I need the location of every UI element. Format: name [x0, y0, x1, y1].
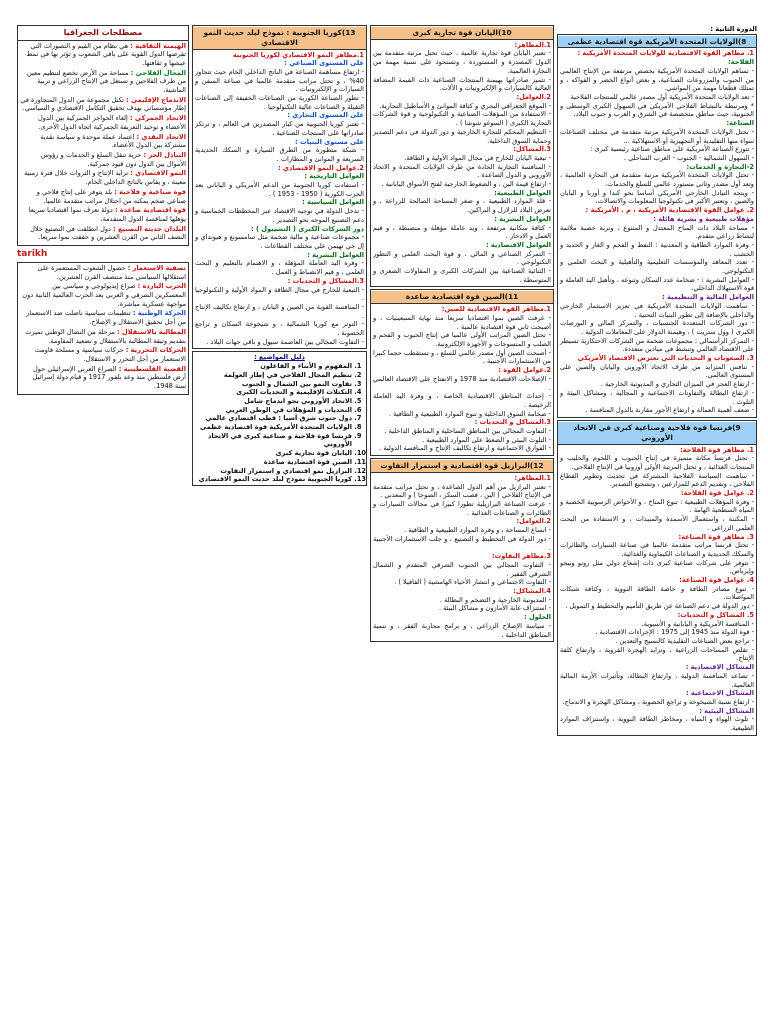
paragraph: - التفاوت المجالي بين العاصمة سيول و باقي جهات البلاد . — [206, 337, 364, 346]
subheading: 2. عوامل القوة الاقتصادية الأمريكية ، م . الأمريكية : — [585, 206, 754, 215]
list-item: 4. التكتلات الإقليمية و التحديات الكبرى — [195, 388, 352, 397]
paragraph: - التنظيم المحكم للتجارة الخارجية و دور الدولة في دعم التصدير وحماية السوق الداخلية. — [373, 127, 551, 145]
paragraph: - مساحة البلاد ذات المناخ المعتدل و المتنوع ، وتربة خصبة ملائمة لنشاط زراعي متقدم. — [560, 223, 754, 241]
paragraph: - شبكة متطورة من الطرق السيارة و السكك الحديدية السريعة و الموانئ و المطارات . — [195, 146, 364, 163]
paragraph: - إحداث المناطق الاقتصادية الخاصة ، و وفرة اليد العاملة الرخيصة . — [373, 392, 551, 409]
subheading: المشاكل الاقتصادية : — [685, 663, 754, 672]
subheading: المشاكل الاجتماعية : — [686, 689, 754, 698]
paragraph: - المكننة ، واستعمال الأسمدة والمبيدات ، و الاستفادة من البحث العلمي الزراعي . — [560, 515, 754, 532]
paragraph: - تحتل الولايات المتحدة الأمريكية مرتبة متقدمة في مختلف الصناعات سواء منها التقليدية أو التجهيزية أو الاستهلاكية ... — [560, 127, 754, 145]
subheading: 1.مظاهر القوة الاقتصادية للصين: — [441, 305, 551, 314]
subheading: 3.المشاكل و التحديات : — [287, 276, 364, 285]
subheading: 2.العوامل: — [516, 517, 551, 526]
section-korea — [192, 25, 367, 349]
paragraph: - الموقع الجغرافي البحري و كثافة الموانئ و الأساطيل التجارية. — [379, 101, 551, 110]
subheading: دور الشركات الكبرى ( التشيبول ) : — [251, 224, 364, 233]
paragraph: - التبعية للخارج في مجال الطاقة و المواد الأولية و التكنولوجيا . — [195, 285, 364, 303]
paragraph: - تنافس المتزايد من طرف الاتحاد الأوروبي واليابان والصين على المستوى العالمي. — [560, 362, 754, 380]
subheading: على المستوى الصناعي : — [284, 59, 364, 68]
paragraph: - تلوث الهواء و المياه ، ومخاطر الطاقة النووية ، واستنزاف الموارد الطبيعية. — [560, 715, 754, 733]
paragraph: - التوتر مع كوريا الشمالية ، و شيخوخة السكان و تراجع الخصوبة . — [195, 320, 364, 338]
paragraph: - مجموعات صناعية و مالية ضخمة مثل سامسونغ و هيونداي و إل جي تهيمن على مختلف القطاعات . — [195, 233, 364, 250]
paragraph: - ساهمت الولايات المتحدة الأمريكية في تعزيز الاستثمار الخارجي والداخلي بالإضافة إلى تطور البنيات التحتية . — [560, 301, 754, 319]
subheading: 3. الصعوبات و التحديات التي تعترض الاقتصاد الأمريكي — [577, 354, 754, 363]
paragraph: - سياسة الإصلاح الزراعي ، و برامج محاربة الفقر ، و تنمية المناطق الداخلية . — [373, 621, 551, 639]
paragraph: - التفاوت المجالي بين الجنوب الشرقي المتقدم و الشمال الشرقي الفقير . — [373, 560, 551, 578]
paragraph: - تتوفر على شركات صناعية كبرى ذات إشعاع دولي مثل رونو وبيجو وإيرباص. — [560, 558, 754, 576]
subheading: مؤهلات طبيعية و بشرية هائلة : — [653, 214, 754, 223]
page-heading: الدورة الثانية : — [710, 25, 757, 33]
paragraph: - التمركز الرأسمالي : مجموعات ضخمة من الشركات الاحتكارية تسيطر على الاقتصاد العالمي وتنشط في ميادين متعددة. — [560, 336, 754, 354]
subheading: 5. المشاكل و التحديات: — [677, 610, 754, 619]
glossary-entry — [20, 133, 186, 150]
subheading: 3.المشاكل: — [513, 145, 551, 154]
list-item: 5. الاتحاد الأوروبي نحو اندماج شامل — [195, 397, 352, 406]
list-item: 9. فرنسا قوة فلاحية و صناعية كبرى في الاتحاد الأوروبي — [195, 432, 352, 449]
glossary-term: الاندماج الإقليمي : — [126, 95, 186, 104]
glossary-entry — [20, 96, 186, 113]
paragraph: - الاستفادة من المؤهلات الصناعية و التكنولوجية و قوة الشركات التجارية الكبرى ( السوغو شوشا ) . — [373, 110, 551, 128]
section-china — [370, 289, 554, 456]
subheading: 2.العوامل: — [516, 92, 551, 101]
glossary-definition: حصول الشعوب المستعمرة على استقلالها السياسي منذ منتصف القرن العشرين. — [37, 263, 186, 281]
paragraph: - ارتفاع نسبة الشيخوخة و تراجع الخصوبة ، ومشاكل الهجرة و الاندماج. — [562, 697, 754, 706]
glossary-entry — [20, 328, 186, 345]
glossary-term: الهيمنة الثقافية : — [130, 41, 186, 50]
paragraph: - تراجع بعض الصناعات التقليدية كالنسيج والتعدين . — [615, 637, 754, 645]
section-title-korea: 13)كوريا الجنوبية : نموذج لبلد حديث النمو الاقتصادي — [193, 27, 366, 50]
paragraph: - ارتفاع قيمة الين ، و الضغوط الخارجية لفتح الأسواق اليابانية . — [381, 180, 551, 189]
subheading: 3.مظاهر التفاوت: — [491, 552, 551, 561]
paragraph: - اتساع المساحة ، و وفرة الموارد الطبيعية و الطاقية . — [404, 526, 551, 535]
glossary-entry — [20, 114, 186, 131]
subheading: العوامل البشرية : — [307, 250, 364, 259]
paragraph: - عرفت الصناعة البرازيلية تطورا كبيرا في مجالات السيارات و الطائرات و الصناعات الغذائية . — [373, 500, 551, 517]
glossary-term: تصفية الاستعمار : — [127, 263, 186, 272]
section-title-france: 9)فرنسا قوة فلاحية وصناعية كبرى في الاتحاد الأوروبي — [558, 422, 756, 445]
topics-index-box — [192, 351, 367, 486]
list-item: 11. الصين قوة اقتصادية صاعدة — [195, 458, 352, 467]
section-title-japan: 10)اليابان قوة تجارية كبرى — [371, 27, 553, 40]
glossary-term: الحرب الباردة : — [137, 282, 186, 291]
glossary-definition: دولة تعرف نموا اقتصاديا سريعا يؤهلها لمنافسة الدول المتقدمة. — [28, 206, 186, 223]
section-france — [557, 420, 757, 736]
subheading: 1.مظاهر النمو الاقتصادي لكوريا الجنوبية — [232, 50, 364, 59]
glossary-term: قوة صناعية و فلاحية : — [114, 187, 186, 196]
list-item: 12. البرازيل نمو اقتصادي و استمرار التفاوت — [195, 467, 352, 476]
paragraph: - تحتل فرنسا مكانة متميزة في إنتاج الحبوب و اللحوم والحليب و المنتجات الغذائية ، و تحتل المرتبة الأولى أوروبيا في الإنتاج الفلاحي. — [560, 454, 754, 471]
paragraph: - ساهمت السياسة الفلاحية المشتركة في تحديث وتطوير القطاع الفلاحي ، وتقديم الدعم للمزارعين ، وتشجيع التصدير. — [560, 471, 754, 489]
paragraph: - أصبحت الصين أول مصدر عالمي للسلع ، و تستقطب حجما كبيرا من الاستثمارات الأجنبية . — [373, 348, 551, 366]
subheading: الفلاحة: — [728, 58, 754, 67]
glossary-term: التبادل الحر : — [143, 150, 186, 159]
subheading: على المستوى التجاري : — [287, 111, 364, 120]
subheading: 1. مظاهر القوة الاقتصادية للولايات المتحدة الأمريكية : — [577, 49, 754, 58]
subheading: 3. مظاهر قوة الصناعة: — [678, 532, 754, 541]
glossary-definition: حركات سياسية و مسلحة قاومت الاستعمار من أجل التحرر و الاستقلال. — [34, 346, 186, 363]
glossary-term: الاتحاد النقدي : — [136, 132, 186, 141]
section-japan — [370, 25, 554, 287]
subheading: 1. مظاهر قوة الفلاحة: — [680, 445, 754, 454]
section-geography-terms — [17, 25, 189, 246]
glossary-definition: مرحلة من النضال الوطني تميزت بتقديم وثيقة المطالبة بالاستقلال و تصعيد المقاومة. — [25, 327, 186, 345]
section-usa — [557, 34, 757, 418]
paragraph: - المديونية الخارجية و التضخم و البطالة . — [439, 595, 551, 604]
paragraph: - وفرة اليد العاملة المؤهلة ، و الاهتمام بالتعليم و البحث العلمي ، و قيم الانضباط و العمل . — [195, 259, 364, 277]
paragraph: - التمركز الصناعي و المالي ، و قوة البحث العلمي و التطور التكنولوجي . — [373, 249, 551, 267]
section-title-china: 11)الصين قوة اقتصادية صاعدة — [371, 291, 553, 304]
paragraph: - دور الدولة في دعم الصناعة عن طريق التأميم والتخطيط و التمويل . — [565, 602, 754, 611]
paragraph: - وفرة الموارد الطاقية و المعدنية : النفط و الفحم و الغاز و الحديد و الخشب . — [560, 240, 754, 258]
paragraph: - تقلص المساحات الزراعية ، وتزايد الهجرة القروية ، وارتفاع كلفة الإنتاج. — [560, 645, 754, 663]
section-title-brazil: 12)البرازيل قوة اقتصادية و استمرار التفاوت — [371, 460, 553, 473]
glossary-definition: الصراع العربي الإسرائيلي حول أرض فلسطين منذ وعد بلفور 1917 و قيام دولة إسرائيل سنة 1948. — [32, 364, 186, 391]
glossary-definition: مساحة من الأرض تخضع لتنظيم معين من طرف الفلاحين و تستغل في الإنتاج الزراعي و تربية الماشية. — [27, 68, 186, 95]
topics-index-list — [195, 362, 364, 484]
paragraph: - تنوع مصادر الطاقة و خاصة الطاقة النووية ، وكثافة شبكات المواصلات. — [560, 584, 754, 602]
paragraph: - تبعية اليابان للخارج في مجال المواد الأولية و الطاقة. — [404, 153, 551, 162]
glossary-term: المجال الفلاحي : — [130, 68, 186, 77]
subheading: 3.المشاكل و التحديات : — [474, 418, 551, 427]
list-item: 2. تنظيم المجال الفلاحي في إطار العولمة — [195, 371, 352, 380]
glossary-entry — [20, 365, 186, 391]
list-item: 10. اليابان قوة تجارية كبرى — [195, 449, 352, 458]
subheading: على مستوى البنيات : — [295, 137, 364, 146]
paragraph: - الثنائية الصناعية بين الشركات الكبرى و المقاولات الصغرى و المتوسطة . — [373, 267, 551, 284]
paragraph: - المنافسة التجارية الحادة من طرف الولايات المتحدة و الاتحاد الأوروبي و الدول الصاعدة . — [373, 162, 551, 180]
paragraph: - ارتفاع مساهمة الصناعة في الناتج الداخلي الخام حيث تتجاوز 40% ، و تحتل مراتب متقدمة عالميا في صناعة السفن و السيارات و الإلكترونيات . — [195, 67, 364, 94]
paragraph: - كثافة سكانية مرتفعة ، ويد عاملة مؤهلة و منضبطة ، و قيم العمل و الادخار . — [373, 223, 551, 241]
paragraph: - ارتفاع العجز في الميزان التجاري و المديونية الخارجية . — [600, 380, 754, 389]
subheading: 4. عوامل قوة الصناعة: — [679, 576, 754, 585]
list-item: 13. كوريا الجنوبية نموذج لبلد حديث النمو الاقتصادي — [195, 475, 352, 484]
list-item: 1. المفهوم و الأبناء و الفاعلون — [195, 362, 352, 371]
section-history-terms — [17, 262, 189, 395]
glossary-term: المطالبة بالاستقلال : — [117, 327, 186, 336]
glossary-term: البلدان حديثة التصنيع : — [113, 224, 186, 233]
paragraph: - تعد الولايات المتحدة الأمريكية أول مصدر عالمي للمنتجات الفلاحية — [570, 92, 754, 101]
glossary-entry — [20, 282, 186, 308]
paragraph: - استفادت كوريا الجنوبية من الدعم الأمريكي و الياباني بعد الحرب الكورية ( 1950 - 1953 ) . — [195, 181, 364, 198]
glossary-entry — [20, 346, 186, 363]
list-item: 7. دول جنوب شرق آسيا : قطب اقتصادي عالمي — [195, 414, 352, 423]
subheading: 2.عوامل القوة : — [498, 366, 551, 375]
column-glossary — [17, 25, 189, 983]
paragraph: - تعدد المعاهد والمؤسسات التعليمية والتأهيلية و البحث العلمي و التكنولوجي. — [560, 258, 754, 276]
paragraph: - المنافسة القوية من الصين و اليابان ، و ارتفاع تكاليف الإنتاج . — [195, 302, 364, 320]
glossary-definition: تزايد الإنتاج و الثروات خلال فترة زمنية معينة ، و يقاس بالناتج الداخلي الخام. — [24, 169, 186, 187]
glossary-term: الاتحاد الجمركي : — [129, 114, 186, 123]
subheading: العوامل المالية و التنظيمية : — [662, 293, 754, 302]
glossary-entry — [20, 264, 186, 281]
paragraph: - تتميز صادراتها بهيمنة المنتجات الصناعية ذات القيمة المضافة العالية كالسيارات و الإلكترونيات و الآلات. — [373, 75, 551, 93]
glossary-term: قوة اقتصادية صاعدة : — [114, 206, 186, 215]
subheading: 1.المظاهر: — [514, 40, 551, 49]
glossary-term: القضية الفلسطينية : — [118, 364, 186, 373]
paragraph: - تحتل فرنسا مراتب متقدمة عالميا في صناعة السيارات والطائرات والسكك الحديدية و الصناعات الكيماوية والغذائية. — [560, 541, 754, 558]
paragraph: - المنافسة الأمريكية و اليابانية و الأسيوية. — [641, 619, 754, 628]
paragraph: - تحتل الولايات المتحدة الأمريكية مرتبة متقدمة في التجارة العالمية ، وتعد أول مصدر وثاني مستورد عالمي للسلع والخدمات. — [560, 171, 754, 189]
subheading: 2-التجارة و الخدمات: — [686, 162, 754, 171]
list-item: 8. الولايات المتحدة الأمريكية قوة اقتصادية عظمى — [195, 423, 352, 432]
glossary-definition: دول انطلقت في التصنيع خلال النصف الثاني من القرن العشرين و حققت نموا سريعا. — [30, 224, 186, 242]
paragraph: - ارتفاع البطالة والتفاوتات الاجتماعية و المجالية ، ومشاكل البيئة و التلوث . — [560, 388, 754, 406]
glossary-entry — [20, 225, 186, 242]
subheading: العوامل التاريخية : — [304, 172, 364, 181]
glossary-term: النمو الاقتصادي : — [130, 169, 186, 178]
topics-index-title: دليل المواضيع : — [254, 353, 305, 362]
paragraph: - تطور الصناعة الكورية من الصناعات الخفيفة إلى الصناعات الثقيلة و الصناعات عالية التكنولوجيا . — [195, 94, 364, 111]
paragraph: * ومرتبطة بالنشاط الفلاحي الأمريكي في السهول الكبرى الوسطى و الجنوبية، حيث مناطق متخصصة في الشرق و الغرب و جنوب البلاد. — [560, 101, 754, 119]
history-heading: tarikh — [17, 249, 48, 260]
glossary-definition: تنظيمات سياسية ناضلت ضد الاستعمار من أجل تحقيق الاستقلال و الإصلاح. — [26, 309, 186, 327]
section-title-usa: 8)الولايات المتحدة الأمريكية قوة اقتصادية عظمى — [558, 36, 756, 49]
paragraph: - العوامل البشرية : - ضخامة عدد السكان وتنوعه ، وتأهيل اليد العاملة و قوة الاستهلاك الداخلي. — [560, 275, 754, 293]
paragraph: - تدخل الدولة في توجيه الاقتصاد عبر المخططات الخماسية و دعم التصنيع الموجه نحو التصدير . — [195, 207, 364, 224]
glossary-definition: اعتماد عملة موحدة و سياسة نقدية مشتركة بين الدول الأعضاء. — [40, 132, 186, 150]
glossary-term: الحركات التحررية : — [125, 346, 186, 355]
paragraph: - تعتبر كوريا الجنوبية من كبار المصدرين في العالم ، و ترتكز صادراتها على المنتجات الصناعية . — [195, 120, 364, 137]
subheading: العوامل السياسية : — [302, 198, 364, 207]
subheading: المشاكل البيئية : — [699, 706, 754, 715]
paragraph: - استنزاف غابة الأمازون و مشاكل البيئة . — [438, 604, 551, 613]
paragraph: - ويتجه التبادل الخارجي الأمريكي أساسا نحو كندا و أوربا و اليابان والصين ، وتعتبر الأكبر في تكنولوجيا المعلومات والاتصالات. — [560, 188, 754, 206]
subheading: 4.المشاكل: — [513, 587, 551, 596]
paragraph: - الإصلاحات الاقتصادية منذ 1978 و الانفتاح على الاقتصاد العالمي . — [373, 374, 551, 392]
glossary-entry — [20, 309, 186, 326]
subheading: الحلول : — [524, 613, 551, 622]
paragraph: - ضعف أهمية العمالة و ارتفاع الأجور مقارنة بالدول المنافسة . — [585, 406, 754, 415]
paragraph: - تصاعد المنافسة الدولية ، وارتفاع البطالة، وتأثيرات الأزمة المالية العالمية. — [560, 671, 754, 689]
paragraph: - عرفت الصين نموا اقتصاديا سريعا منذ نهاية السبعينيات ، و أصبحت ثاني قوة اقتصادية عالمية . — [373, 313, 551, 331]
paragraph: - تساهم الولايات المتحدة الأمريكية بحصص مرتفعة من الإنتاج العالمي من الحبوب والمزروعات الصناعية، و بعض أنواع الخضر و الفواكه ، و تمتلك قطعانا مهمة من المواشي. — [560, 66, 754, 93]
paragraph: - السهول الشمالية - الجنوب - الغرب الساحلي . — [623, 153, 754, 162]
paragraph: - دور الشركات المتعددة الجنسيات ، والتمركز المالي و البورصات الكبرى ( وول ستريت ) ، وهيمنة الدولار على المعاملات الدولية . — [560, 319, 754, 336]
subheading: 2. عوامل قوة الفلاحة: — [680, 489, 754, 498]
paragraph: - التفاوت الاجتماعي و انتشار الأحياء الهامشية ( الفافيلا ) . — [394, 578, 551, 587]
glossary-definition: تكتل مجموعة من الدول المتجاورة في إطار مؤسساتي بهدف تحقيق التكامل الاقتصادي و السياسي. — [20, 95, 186, 113]
paragraph: - الفوارق الاجتماعية و ارتفاع تكاليف الإنتاج و المنافسة الدولية . — [379, 444, 551, 453]
subheading: الصناعة: — [726, 119, 754, 128]
glossary-definition: بلد يتوفر على إنتاج فلاحي و صناعي ضخم يمكنه من احتلال مراتب متقدمة عالميا. — [36, 187, 186, 205]
column-japan-china-brazil — [370, 25, 554, 983]
paragraph: - التلوث البيئي و الضغط على الموارد الطبيعية . — [422, 435, 551, 444]
subheading: العوامل الطبيعية: — [494, 188, 551, 197]
subheading: العوامل البشرية : — [494, 214, 551, 223]
glossary-entry — [20, 188, 186, 205]
glossary-term: الحركة الوطنية : — [132, 309, 186, 318]
glossary-definition: هي نظام من القيم و التصورات التي تفرضها الدول القوية على باقي الشعوب و تؤثر بها في نمط عيشها و ثقافتها. — [26, 41, 186, 67]
paragraph: - تحتل الصين المراتب الأولى عالميا في إنتاج الحبوب و الفحم و الصلب و المنسوجات و الأجهزة الإلكترونية. — [373, 331, 551, 349]
paragraph: - تعتبر البرازيل من أهم الدول الصاعدة ، و تحتل مراتب متقدمة في الإنتاج الفلاحي ( البن ، قصب السكر ، الصوجا ) و المعدني . — [373, 482, 551, 500]
subheading: 1.المظاهر: — [514, 473, 551, 482]
glossary-entry — [20, 69, 186, 95]
glossary-entry — [20, 42, 186, 68]
glossary-definition: إلغاء الحواجز الجمركية بين الدول الأعضاء و توحيد التعريفة الجمركية اتجاه الدول الأخرى. — [37, 114, 186, 131]
section-brazil — [370, 458, 554, 642]
paragraph: - تعتبر اليابان قوة تجارية عالمية ، حيث تحتل مرتبة متقدمة بين الدول المصدرة و المستوردة ، وتستحوذ على نسبة مهمة من التجارة العالمية. — [373, 49, 551, 75]
section-title-geography-terms: مصطلحات الجغرافيا — [18, 27, 188, 41]
column-usa-france — [557, 25, 757, 983]
paragraph: - تتوزع الصناعة الأمريكية على مناطق صناعية رئيسية كبرى : — [590, 145, 754, 154]
paragraph: - التفاوت المجالي بين المناطق الساحلية و المناطق الداخلية . — [384, 427, 551, 436]
glossary-entry — [20, 169, 186, 186]
paragraph: - قلة الموارد الطبيعية ، و صغر المساحة الصالحة للزراعة ، و تعرض البلاد للزلازل و البراكين. — [373, 197, 551, 215]
paragraph: - دور الدولة في التخطيط و التصنيع ، و جلب الاستثمارات الأجنبية . — [373, 534, 551, 552]
list-item: 3. تفاوت النمو بين الشمال و الجنوب — [195, 380, 352, 389]
glossary-definition: صراع إيديولوجي و سياسي بين المعسكرين الشرقي و الغربي بعد الحرب العالمية الثانية دون مواجهة عسكرية مباشرة. — [22, 282, 186, 308]
column-korea — [192, 25, 367, 983]
study-sheet-page — [17, 25, 757, 985]
subheading: العوامل الاقتصادية : — [485, 240, 551, 249]
glossary-entry — [20, 206, 186, 223]
glossary-definition: حرية تنقل السلع و الخدمات و رؤوس الأموال بين الدول دون قيود جمركية. — [40, 150, 186, 168]
paragraph: - قوة الدولة منذ 1945 إلى 1975 : الإجراءات الاقتصادية . — [595, 628, 754, 637]
paragraph: - ضخامة السوق الداخلية و تنوع الموارد الطبيعية و الطاقية . — [389, 409, 551, 418]
subheading: 2.عوامل النمو الاقتصادي : — [277, 163, 364, 172]
list-item: 6. التحديات و المؤهلات في الوطن العربي — [195, 406, 352, 415]
glossary-entry — [20, 151, 186, 168]
paragraph: - وفرة المؤهلات الطبيعية : تنوع المناخ ، و الأحواض الرسوبية الخصبة و المياه السطحية الهامة . — [560, 497, 754, 515]
